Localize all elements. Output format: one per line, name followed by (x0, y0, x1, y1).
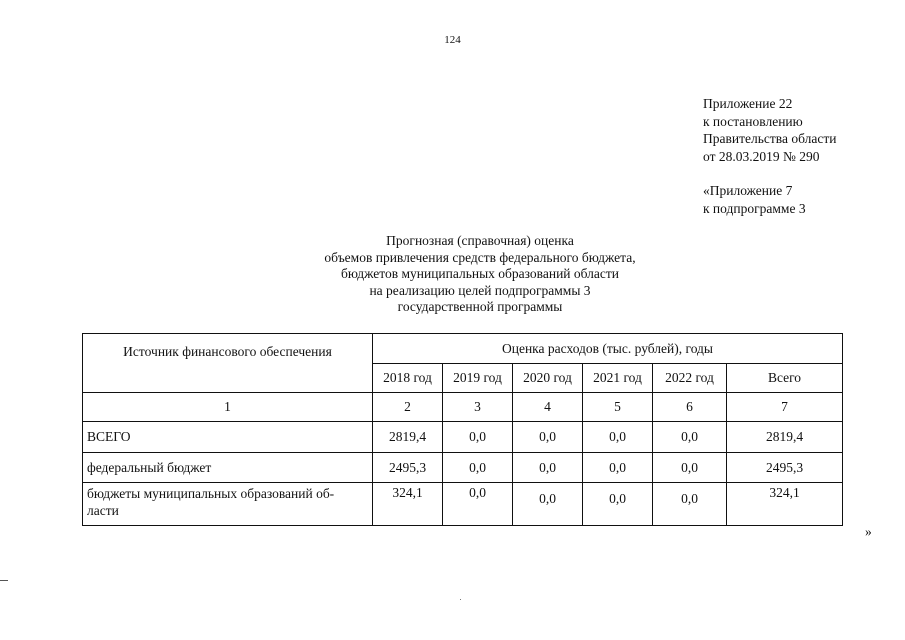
scan-dot-mark (460, 599, 461, 600)
appendix-block (703, 95, 836, 217)
finance-table (82, 333, 843, 526)
value-cell: 0,0 (443, 422, 513, 453)
column-number: 5 (583, 393, 653, 422)
row-label: федеральный бюджет (83, 453, 373, 483)
title-line: государственной программы (397, 299, 563, 314)
year-header: 2021 год (583, 364, 653, 393)
value-cell: 0,0 (583, 483, 653, 526)
value-cell: 324,1 (373, 483, 443, 526)
column-number: 6 (653, 393, 727, 422)
title-line: бюджетов муниципальных образований области (340, 266, 620, 281)
title-line: объемов привлечения средств федерального бюджета, (324, 249, 636, 265)
appendix-line: от 28.03.2019 № 290 (703, 148, 820, 164)
value-cell: 2819,4 (727, 422, 843, 453)
value-cell: 0,0 (513, 453, 583, 483)
row-label-line: ласти (87, 503, 119, 518)
table-row (83, 483, 843, 526)
value-cell: 2819,4 (373, 422, 443, 453)
year-header: 2022 год (653, 364, 727, 393)
value-cell: 324,1 (727, 483, 843, 526)
document-title (170, 233, 790, 316)
column-number: 4 (513, 393, 583, 422)
value-cell: 0,0 (513, 422, 583, 453)
row-label: ВСЕГО (83, 422, 373, 453)
value-cell: 2495,3 (373, 453, 443, 483)
year-header: 2018 год (373, 364, 443, 393)
value-cell: 0,0 (653, 453, 727, 483)
value-cell: 0,0 (653, 483, 727, 526)
total-header: Всего (727, 364, 843, 393)
value-cell: 0,0 (513, 483, 583, 526)
header-source: Источник финансового обеспечения (83, 334, 373, 393)
appendix-line: к подпрограмме 3 (703, 200, 806, 216)
column-number-row (83, 393, 843, 422)
column-number: 3 (443, 393, 513, 422)
page-number: 124 (444, 34, 461, 46)
row-label (83, 483, 373, 526)
appendix-line: «Приложение 7 (703, 183, 793, 198)
value-cell: 0,0 (583, 453, 653, 483)
title-line: на реализацию целей подпрограммы 3 (369, 282, 591, 298)
appendix-line: Правительства области (703, 131, 837, 146)
year-header: 2020 год (513, 364, 583, 393)
appendix-line: Приложение 22 (703, 96, 793, 111)
year-header: 2019 год (443, 364, 513, 393)
row-label-line: бюджеты муниципальных образований об- (87, 486, 335, 501)
value-cell: 0,0 (443, 483, 513, 526)
scan-edge-mark (0, 580, 8, 581)
table-row (83, 422, 843, 453)
appendix-line: к постановлению (703, 113, 803, 129)
table-header-row (83, 334, 843, 364)
value-cell: 2495,3 (727, 453, 843, 483)
column-number: 2 (373, 393, 443, 422)
header-estimate: Оценка расходов (тыс. рублей), годы (373, 334, 843, 364)
value-cell: 0,0 (443, 453, 513, 483)
table-row (83, 453, 843, 483)
value-cell: 0,0 (653, 422, 727, 453)
closing-quote: » (865, 524, 872, 539)
column-number: 1 (83, 393, 373, 422)
title-line: Прогнозная (справочная) оценка (386, 233, 574, 248)
column-number: 7 (727, 393, 843, 422)
value-cell: 0,0 (583, 422, 653, 453)
